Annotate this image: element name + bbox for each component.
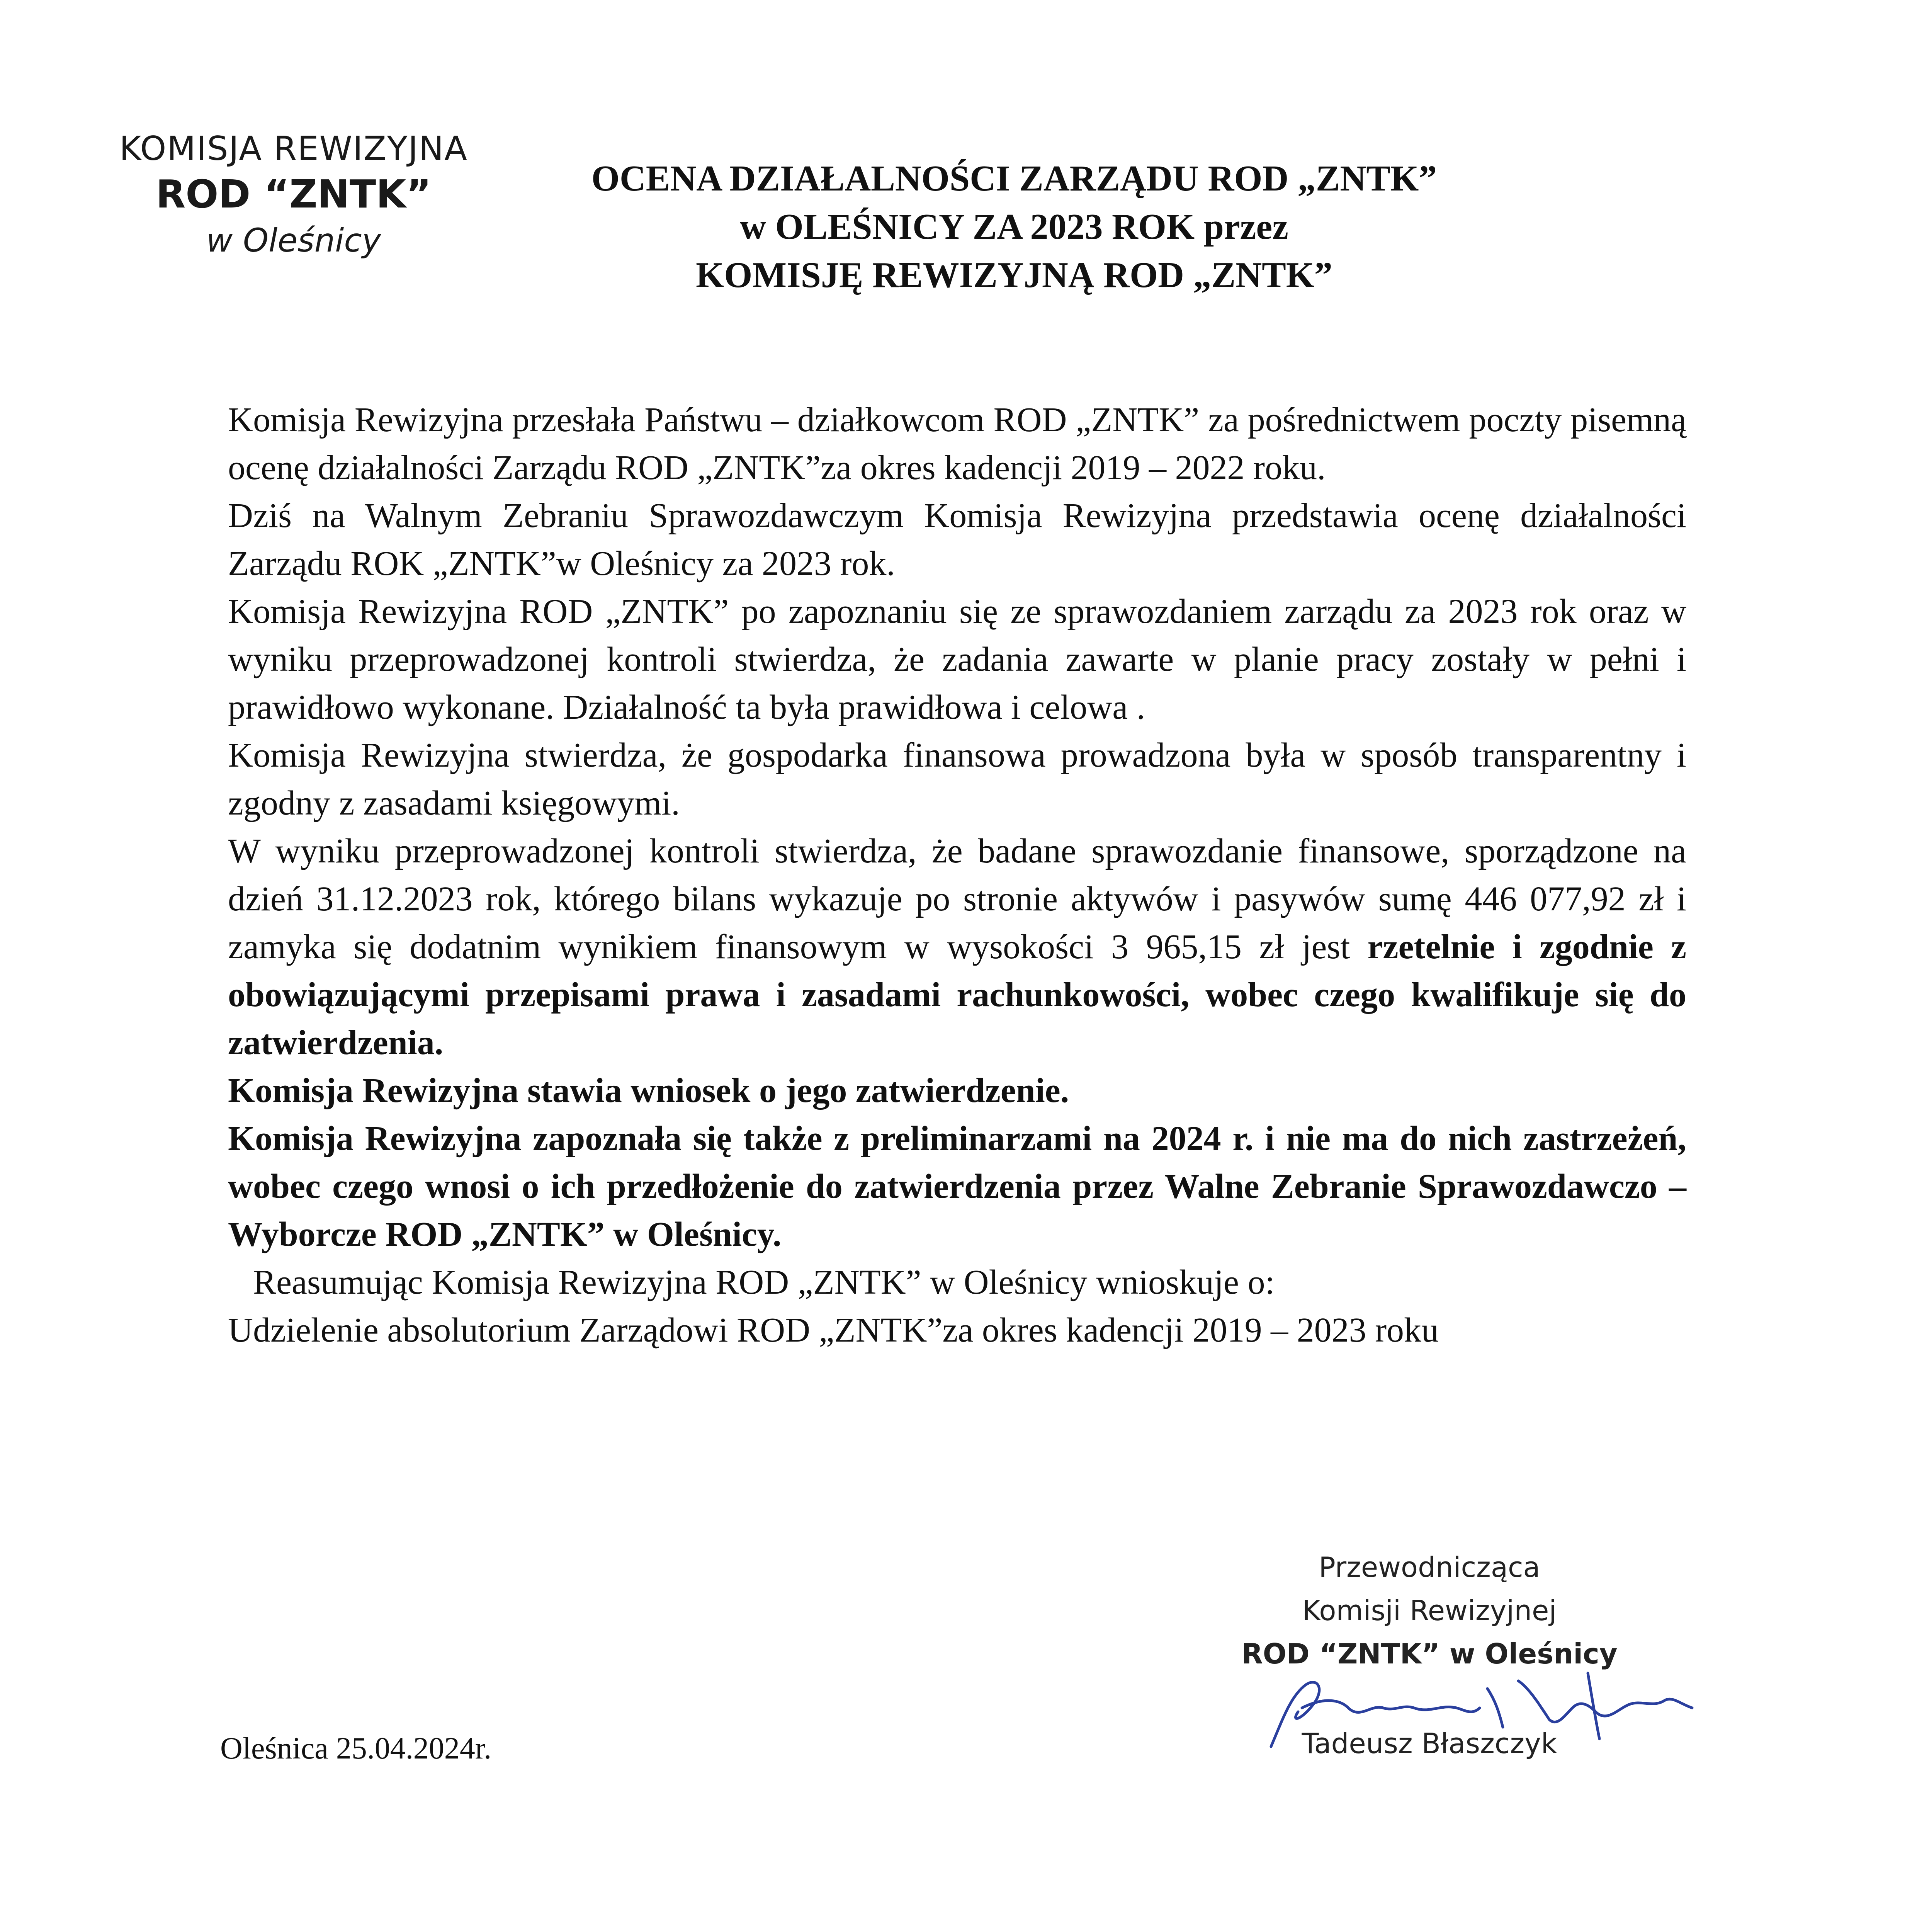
financial-statement-conclusion: rzetelnie i zgodnie z obowiązującymi przepisami prawa i zasadami rachunkowości, wobec czego kwalifikuje się do zatwierdzenia. <box>228 928 1686 1062</box>
handwritten-signature <box>1248 1650 1700 1766</box>
commission-stamp <box>77 128 510 263</box>
document-title <box>464 155 1565 299</box>
paragraph-meeting: Dziś na Walnym Zebraniu Sprawozdawczym Komisja Rewizyjna przedstawia ocenę działalności Zarządu ROK „ZNTK”w Oleśnicy za 2023 rok. <box>228 497 1686 583</box>
document-date: Oleśnica 25.04.2024r. <box>220 1731 492 1765</box>
paragraph-motion: Komisja Rewizyjna stawia wniosek o jego zatwierdzenie. <box>228 1071 1069 1110</box>
signature-organization: ROD “ZNTK” w Oleśnicy <box>1241 1638 1618 1670</box>
signature-role: Przewodnicząca <box>1319 1551 1540 1583</box>
signature-body: Komisji Rewizyjnej <box>1302 1594 1557 1627</box>
paragraph-review: Komisja Rewizyjna ROD „ZNTK” po zapoznaniu się ze sprawozdaniem zarządu za 2023 rok oraz w wyniku przeprowadzonej kontroli stwierdza, że zadania zawarte w planie pracy zostały w pełni i prawidłowo wykonane. Działalność ta była prawidłowa i celowa . <box>228 592 1686 726</box>
stamp-line-2: ROD “ZNTK” <box>156 172 432 217</box>
document-body <box>228 396 1686 1354</box>
title-line-2: w OLEŚNICY ZA 2023 ROK przez <box>740 207 1288 247</box>
title-line-1: OCENA DZIAŁALNOŚCI ZARZĄDU ROD „ZNTK” <box>591 158 1437 199</box>
paragraph-intro: Komisja Rewizyjna przesłała Państwu – działkowcom ROD „ZNTK” za pośrednictwem poczty pisemną ocenę działalności Zarządu ROD „ZNTK”za okres kadencji 2019 – 2022 roku. <box>228 401 1686 487</box>
title-line-3: KOMISJĘ REWIZYJNĄ ROD „ZNTK” <box>696 255 1332 295</box>
paragraph-finance: Komisja Rewizyjna stwierdza, że gospodarka finansowa prowadzona była w sposób transparentny i zgodny z zasadami księgowymi. <box>228 736 1686 822</box>
paragraph-summary: Reasumując Komisja Rewizyjna ROD „ZNTK” w Oleśnicy wnioskuje o: <box>253 1263 1275 1301</box>
paragraph-financial-statement <box>228 827 1686 1067</box>
financial-statement-text: W wyniku przeprowadzonej kontroli stwierdza, że badane sprawozdanie finansowe, sporządzone na dzień 31.12.2023 rok, którego bilans wykazuje po stronie aktywów i pasywów sumę 446 077,92 zł i zamyka się dodatnim wynikiem finansowym w wysokości 3 965,15 zł jest <box>228 832 1686 966</box>
stamp-line-1: KOMISJA REWIZYJNA <box>119 129 468 168</box>
paragraph-discharge: Udzielenie absolutorium Zarządowi ROD „ZNTK”za okres kadencji 2019 – 2023 roku <box>228 1311 1439 1349</box>
stamp-line-3: w Oleśnicy <box>206 221 381 259</box>
signature-name: Tadeusz Błaszczyk <box>1302 1727 1557 1760</box>
paragraph-budget: Komisja Rewizyjna zapoznała się także z preliminarzami na 2024 r. i nie ma do nich zastrzeżeń, wobec czego wnosi o ich przedłożenie do zatwierdzenia przez Walne Zebranie Sprawozdawczo – Wyborcze ROD „ZNTK” w Oleśnicy. <box>228 1119 1686 1253</box>
